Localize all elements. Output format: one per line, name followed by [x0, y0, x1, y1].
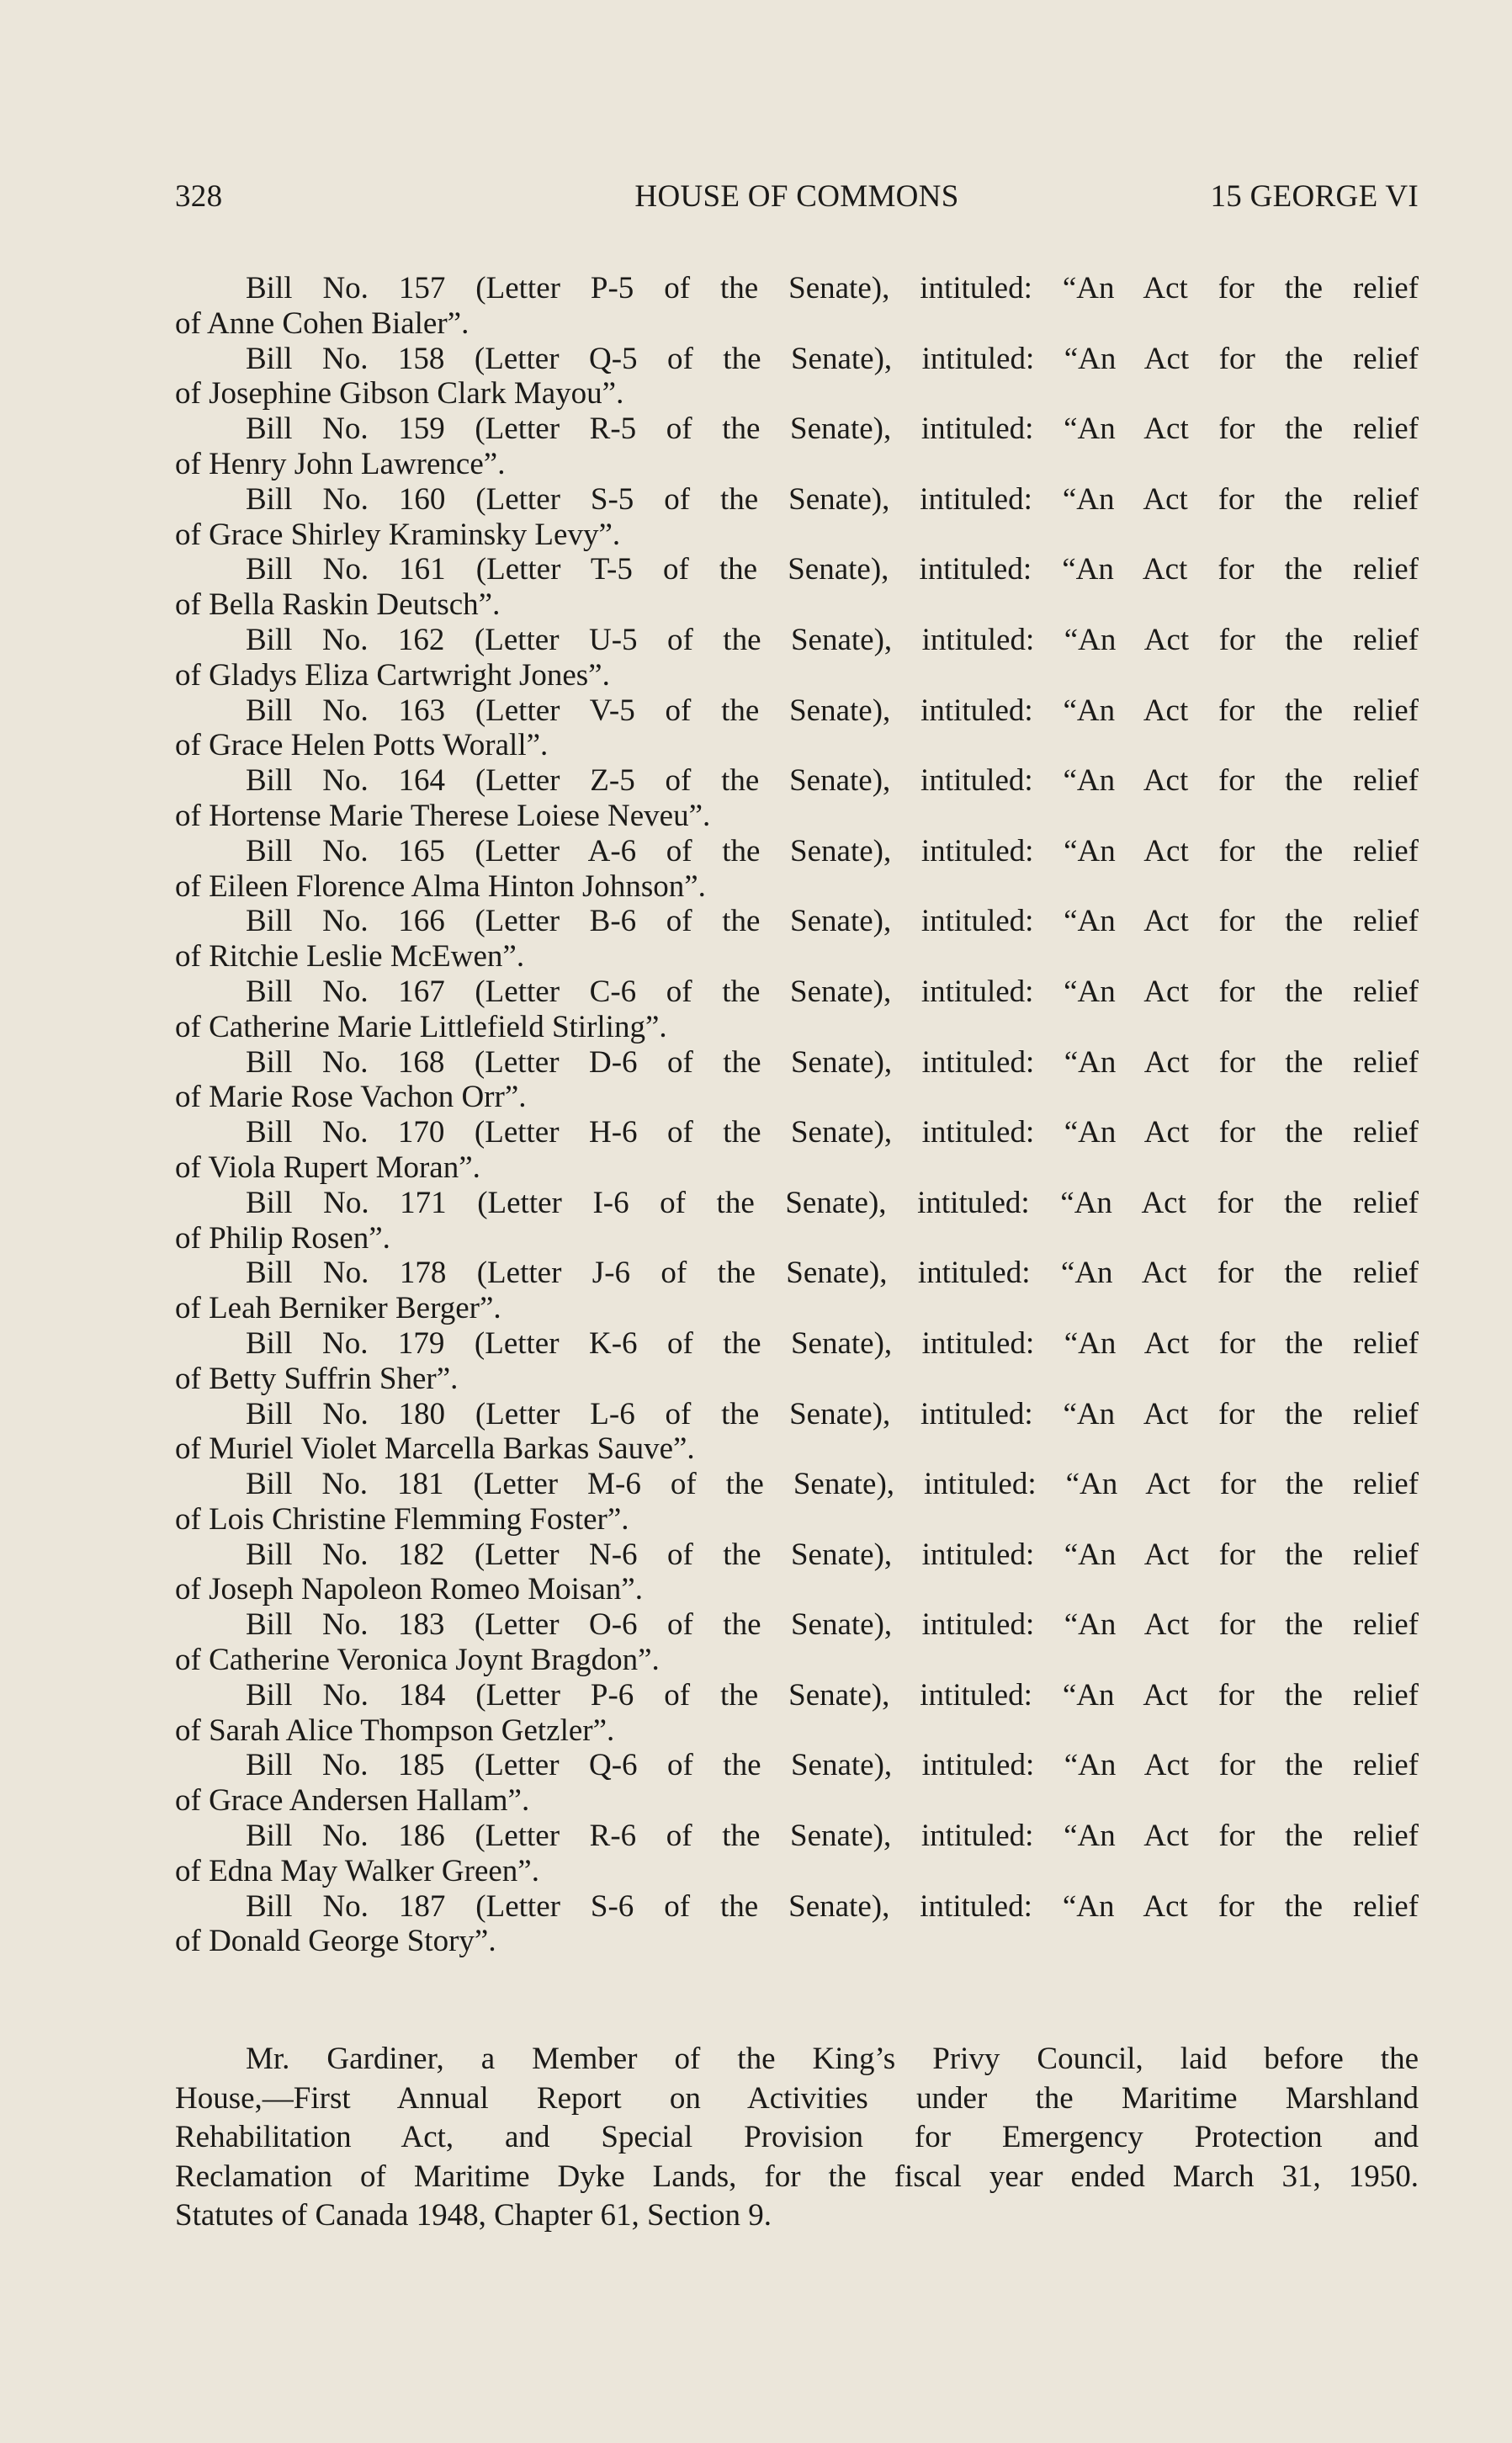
bill-relief-name-line: of Josephine Gibson Clark Mayou”. — [175, 376, 624, 412]
bill-list — [175, 271, 1419, 1959]
bill-relief-name-line: of Leah Berniker Berger”. — [175, 1291, 501, 1326]
bill-entry — [175, 1256, 1419, 1326]
bill-title-line: Bill No. 166 (Letter B-6 of the Senate), intituled: “An Act for the relief — [246, 904, 1419, 939]
bill-title-line: Bill No. 183 (Letter O-6 of the Senate), intituled: “An Act for the relief — [246, 1607, 1419, 1643]
bill-relief-name-line: of Philip Rosen”. — [175, 1220, 390, 1256]
bill-relief-name-line: of Hortense Marie Therese Loiese Neveu”. — [175, 798, 711, 833]
bill-entry — [175, 1819, 1419, 1889]
running-header — [175, 178, 1419, 222]
bill-entry — [175, 552, 1419, 623]
bill-relief-name-line: of Donald George Story”. — [175, 1924, 496, 1959]
bill-entry — [175, 1045, 1419, 1116]
bill-entry — [175, 763, 1419, 834]
bill-relief-name-line: of Lois Christine Flemming Foster”. — [175, 1501, 629, 1537]
bill-entry — [175, 1537, 1419, 1608]
bill-entry — [175, 623, 1419, 693]
bill-title-line: Bill No. 179 (Letter K-6 of the Senate), intituled: “An Act for the relief — [246, 1325, 1419, 1361]
bill-relief-name-line: of Muriel Violet Marcella Barkas Sauve”. — [175, 1431, 695, 1467]
bill-entry — [175, 482, 1419, 553]
bill-relief-name-line: of Viola Rupert Moran”. — [175, 1150, 480, 1185]
bill-relief-name-line: of Catherine Marie Littlefield Stirling”. — [175, 1009, 667, 1044]
bill-entry — [175, 1678, 1419, 1749]
bill-title-line: Bill No. 162 (Letter U-5 of the Senate), intituled: “An Act for the relief — [246, 622, 1419, 657]
bill-relief-name-line: of Betty Suffrin Sher”. — [175, 1361, 459, 1396]
bill-title-line: Bill No. 180 (Letter L-6 of the Senate), intituled: “An Act for the relief — [246, 1396, 1419, 1431]
paragraph-line: Reclamation of Maritime Dyke Lands, for the fiscal year ended March 31, 1950. — [175, 2159, 1419, 2194]
bill-entry — [175, 271, 1419, 342]
bill-entry — [175, 1397, 1419, 1468]
bill-title-line: Bill No. 157 (Letter P-5 of the Senate), intituled: “An Act for the relief — [246, 271, 1419, 305]
bill-entry — [175, 1115, 1419, 1186]
bill-title-line: Bill No. 186 (Letter R-6 of the Senate), intituled: “An Act for the relief — [246, 1819, 1419, 1854]
paragraph-line: Statutes of Canada 1948, Chapter 61, Section 9. — [175, 2198, 772, 2233]
bill-title-line: Bill No. 178 (Letter J-6 of the Senate), intituled: “An Act for the relief — [246, 1256, 1419, 1291]
bill-title-line: Bill No. 165 (Letter A-6 of the Senate), intituled: “An Act for the relief — [246, 833, 1419, 868]
bill-relief-name-line: of Joseph Napoleon Romeo Moisan”. — [175, 1572, 643, 1607]
bill-relief-name-line: of Bella Raskin Deutsch”. — [175, 587, 501, 623]
header-regnal-year: 15 GEORGE VI — [1210, 179, 1419, 214]
bill-entry — [175, 1467, 1419, 1537]
bill-title-line: Bill No. 182 (Letter N-6 of the Senate), intituled: “An Act for the relief — [246, 1537, 1419, 1572]
bill-title-line: Bill No. 164 (Letter Z-5 of the Senate), intituled: “An Act for the relief — [246, 763, 1419, 799]
bill-entry — [175, 1889, 1419, 1960]
bill-relief-name-line: of Ritchie Leslie McEwen”. — [175, 939, 525, 975]
bill-relief-name-line: of Marie Rose Vachon Orr”. — [175, 1080, 527, 1115]
bill-relief-name-line: of Grace Helen Potts Worall”. — [175, 728, 549, 763]
bill-entry — [175, 693, 1419, 764]
bill-relief-name-line: of Catherine Veronica Joynt Bragdon”. — [175, 1643, 660, 1678]
bill-title-line: Bill No. 185 (Letter Q-6 of the Senate), intituled: “An Act for the relief — [246, 1748, 1419, 1783]
bill-entry — [175, 342, 1419, 412]
bill-entry — [175, 975, 1419, 1045]
bill-relief-name-line: of Grace Andersen Hallam”. — [175, 1783, 530, 1819]
bill-title-line: Bill No. 163 (Letter V-5 of the Senate), intituled: “An Act for the relief — [246, 693, 1419, 728]
bill-title-line: Bill No. 187 (Letter S-6 of the Senate), intituled: “An Act for the relief — [246, 1888, 1419, 1924]
paragraph-line: Rehabilitation Act, and Special Provision for Emergency Protection and — [175, 2120, 1419, 2154]
bill-title-line: Bill No. 170 (Letter H-6 of the Senate), intituled: “An Act for the relief — [246, 1115, 1419, 1150]
bill-title-line: Bill No. 161 (Letter T-5 of the Senate), intituled: “An Act for the relief — [246, 552, 1419, 587]
bill-title-line: Bill No. 158 (Letter Q-5 of the Senate), intituled: “An Act for the relief — [246, 341, 1419, 376]
bill-relief-name-line: of Edna May Walker Green”. — [175, 1853, 539, 1888]
bill-relief-name-line: of Gladys Eliza Cartwright Jones”. — [175, 657, 610, 693]
header-title: HOUSE OF COMMONS — [634, 179, 959, 214]
bill-entry — [175, 834, 1419, 905]
bill-entry — [175, 412, 1419, 482]
bill-relief-name-line: of Sarah Alice Thompson Getzler”. — [175, 1713, 615, 1748]
page-number: 328 — [175, 179, 223, 214]
bill-entry — [175, 1607, 1419, 1678]
bill-relief-name-line: of Henry John Lawrence”. — [175, 446, 506, 481]
bill-title-line: Bill No. 171 (Letter I-6 of the Senate), intituled: “An Act for the relief — [246, 1185, 1419, 1220]
bill-entry — [175, 1748, 1419, 1819]
report-paragraph — [175, 2040, 1419, 2236]
bill-entry — [175, 904, 1419, 975]
bill-title-line: Bill No. 181 (Letter M-6 of the Senate), intituled: “An Act for the relief — [246, 1467, 1419, 1502]
bill-title-line: Bill No. 167 (Letter C-6 of the Senate), intituled: “An Act for the relief — [246, 974, 1419, 1009]
bill-relief-name-line: of Eileen Florence Alma Hinton Johnson”. — [175, 868, 706, 904]
bill-title-line: Bill No. 159 (Letter R-5 of the Senate), intituled: “An Act for the relief — [246, 412, 1419, 447]
bill-relief-name-line: of Anne Cohen Bialer”. — [175, 305, 470, 341]
bill-title-line: Bill No. 168 (Letter D-6 of the Senate), intituled: “An Act for the relief — [246, 1044, 1419, 1080]
bill-entry — [175, 1186, 1419, 1256]
bill-entry — [175, 1326, 1419, 1397]
bill-title-line: Bill No. 160 (Letter S-5 of the Senate), intituled: “An Act for the relief — [246, 481, 1419, 517]
paragraph-line: House,—First Annual Report on Activities under the Maritime Marshland — [175, 2080, 1419, 2116]
bill-relief-name-line: of Grace Shirley Kraminsky Levy”. — [175, 517, 621, 552]
bill-title-line: Bill No. 184 (Letter P-6 of the Senate), intituled: “An Act for the relief — [246, 1677, 1419, 1713]
paragraph-line: Mr. Gardiner, a Member of the King’s Privy Council, laid before the — [246, 2042, 1419, 2076]
